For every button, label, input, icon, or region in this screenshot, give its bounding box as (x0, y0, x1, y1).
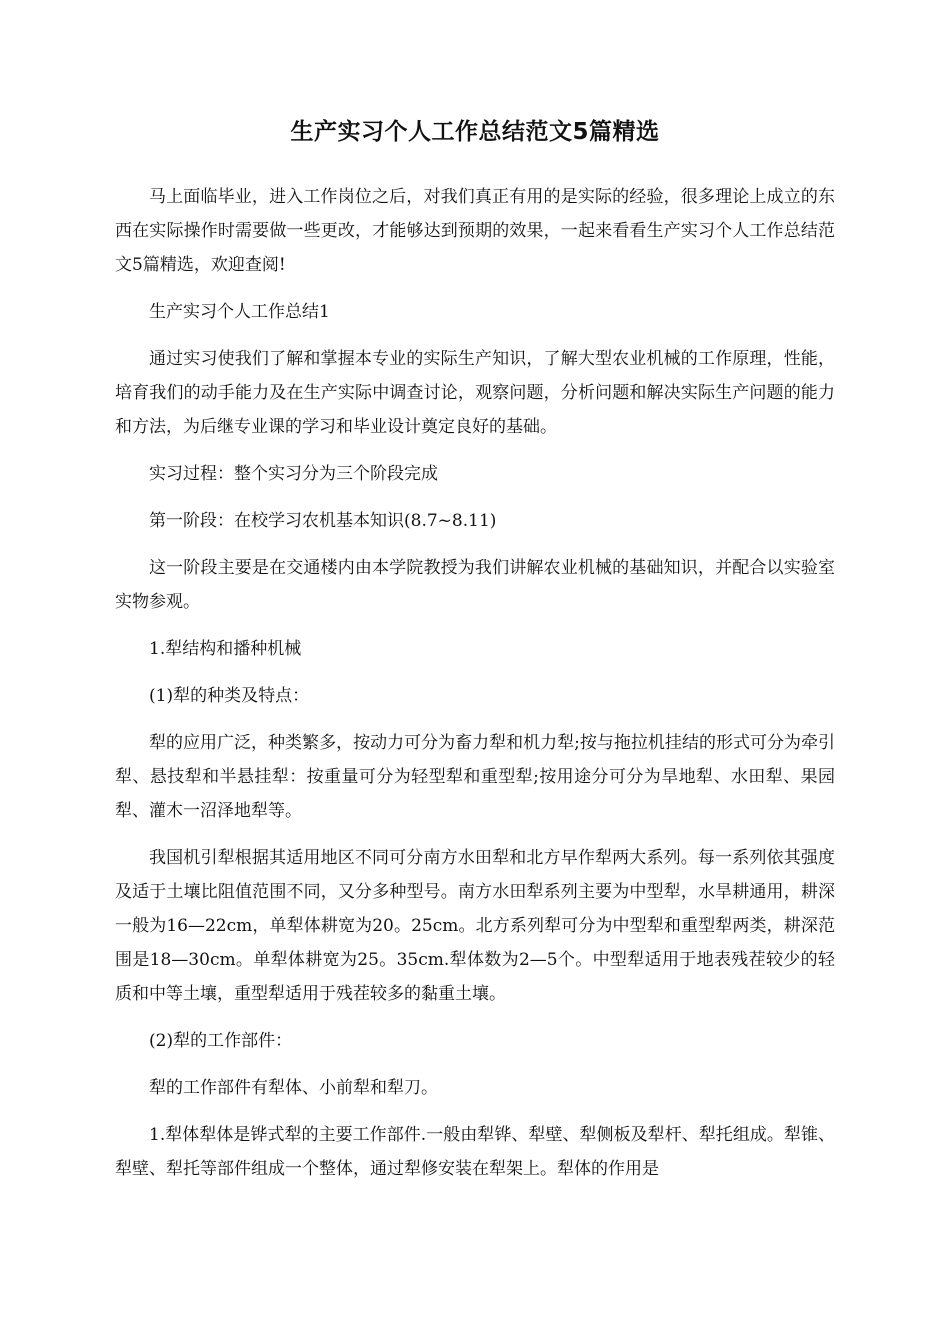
paragraph: 第一阶段：在校学习农机基本知识(8.7~8.11) (149, 511, 497, 531)
document-title: 生产实习个人工作总结范文5篇精选 (290, 119, 660, 145)
subheading: 1.犁结构和播种机械 (149, 639, 302, 659)
paragraph: 犁的应用广泛，种类繁多，按动力可分为畜力犁和机力犁;按与拖拉机挂结的形式可分为牵引犁、悬技犁和半悬挂犁：按重量可分为轻型犁和重型犁;按用途分可分为旱地犁、水田犁、果园犁、灌木一沼泽地犁等。 (115, 733, 835, 821)
paragraph: 我国机引犁根据其适用地区不同可分南方水田犁和北方早作犁两大系列。每一系列依其强度及适于土壤比阻值范围不同，又分多种型号。南方水田犁系列主要为中型犁，水旱耕通用，耕深一般为16—22cm，单犁体耕宽为20。25cm。北方系列犁可分为中型犁和重型犁两类，耕深范围是18—30cm。单犁体耕宽为25。35cm.犁体数为2—5个。中型犁适用于地表残茬较少的轻质和中等土壤，重型犁适用于残茬较多的黏重土壤。 (115, 848, 835, 1004)
paragraph: 1.犁体犁体是铧式犁的主要工作部件.一般由犁铧、犁壁、犁侧板及犁杆、犁托组成。犁锥、犁壁、犁托等部件组成一个整体，通过犁修安装在犁架上。犁体的作用是 (115, 1125, 835, 1179)
intro-paragraph: 马上面临毕业，进入工作岗位之后，对我们真正有用的是实际的经验，很多理论上成立的东西在实际操作时需要做一些更改，才能够达到预期的效果，一起来看看生产实习个人工作总结范文5篇精选，欢迎查阅! (115, 187, 835, 275)
paragraph: 实习过程：整个实习分为三个阶段完成 (149, 464, 438, 484)
paragraph: 犁的工作部件有犁体、小前犁和犁刀。 (149, 1078, 438, 1098)
paragraph: 通过实习使我们了解和掌握本专业的实际生产知识，了解大型农业机械的工作原理，性能，培育我们的动手能力及在生产实际中调查讨论，观察问题，分析问题和解决实际生产问题的能力和方法，为后继专业课的学习和毕业设计奠定良好的基础。 (115, 349, 835, 437)
section-heading: 生产实习个人工作总结1 (149, 302, 330, 322)
subheading: (2)犁的工作部件： (149, 1031, 293, 1051)
subheading: (1)犁的种类及特点： (149, 686, 310, 706)
document-body (115, 180, 835, 1199)
paragraph: 这一阶段主要是在交通楼内由本学院教授为我们讲解农业机械的基础知识，并配合以实验室实物参观。 (115, 558, 835, 612)
